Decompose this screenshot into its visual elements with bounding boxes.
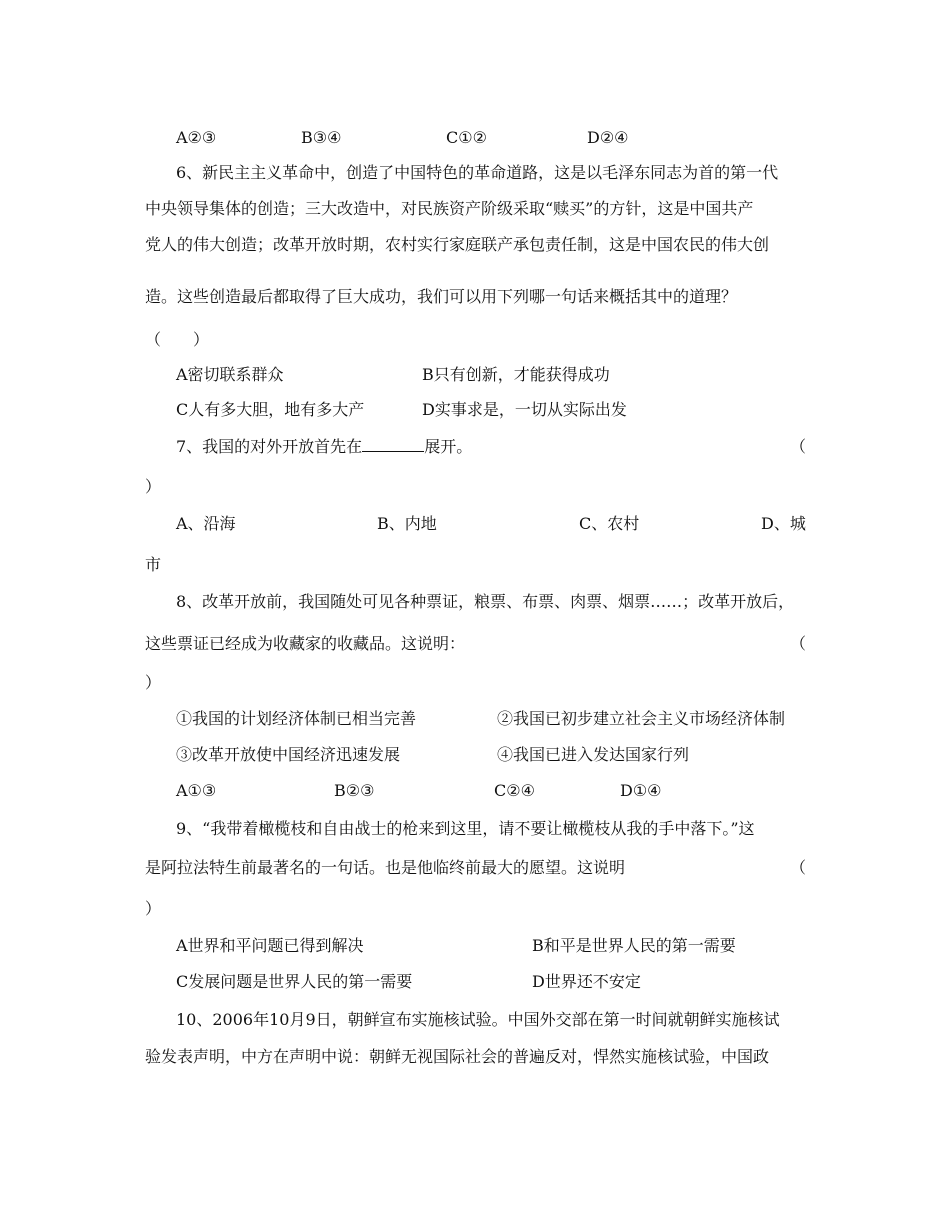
q5-option-c: C①② (446, 128, 487, 147)
q7-option-d: D、城 (761, 514, 806, 533)
q8-paren-close: ） (145, 673, 162, 692)
q7-option-d-wrap: 市 (145, 555, 162, 574)
q8-statement-1: ①我国的计划经济体制已相当完善 (176, 709, 417, 728)
q8-option-b: B②③ (334, 781, 375, 800)
q9-option-c: C发展问题是世界人民的第一需要 (176, 972, 413, 991)
q6-stem-line-2: 中央领导集体的创造；三大改造中，对民族资产阶级采取“赎买”的方针，这是中国共产 (145, 199, 754, 218)
q8-option-c: C②④ (494, 781, 535, 800)
q6-option-b: B只有创新，才能获得成功 (422, 365, 610, 384)
q10-stem-line-2: 验发表声明，中方在声明中说：朝鲜无视国际社会的普遍反对，悍然实施核试验，中国政 (145, 1047, 770, 1066)
q8-statement-2: ②我国已初步建立社会主义市场经济体制 (497, 709, 786, 728)
q6-option-c: C人有多大胆，地有多大产 (176, 400, 365, 419)
q8-stem-line-2: 这些票证已经成为收藏家的收藏品。这说明： (145, 634, 466, 653)
q7-option-c: C、农村 (579, 514, 640, 533)
q8-paren-open: （ (790, 634, 807, 653)
q6-stem-line-4: 造。这些创造最后都取得了巨大成功，我们可以用下列哪一句话来概括其中的道理？ (145, 287, 738, 306)
q8-statement-3: ③改革开放使中国经济迅速发展 (176, 745, 401, 764)
q8-option-d: D①④ (620, 781, 662, 800)
q9-stem-line-1: 9、“我带着橄榄枝和自由战士的枪来到这里，请不要让橄榄枝从我的手中落下。”这 (176, 819, 755, 838)
q9-stem-line-2: 是阿拉法特生前最著名的一句话。也是他临终前最大的愿望。这说明 (145, 858, 626, 877)
q5-option-b: B③④ (301, 128, 342, 147)
q9-option-a: A世界和平问题已得到解决 (176, 936, 364, 955)
q7-paren-close: ） (145, 477, 162, 496)
q6-option-d: D实事求是，一切从实际出发 (422, 400, 627, 419)
q8-statement-4: ④我国已进入发达国家行列 (497, 745, 690, 764)
q9-option-b: B和平是世界人民的第一需要 (532, 936, 736, 955)
q7-option-b: B、内地 (377, 514, 437, 533)
q7-answer-blank (362, 437, 424, 452)
q7-stem (176, 437, 472, 457)
q6-answer-paren: （ ） (145, 330, 210, 349)
q6-stem-line-1: 6、新民主主义革命中，创造了中国特色的革命道路，这是以毛泽东同志为首的第一代 (176, 163, 779, 182)
q9-paren-open: （ (790, 858, 807, 877)
q7-stem-before: 7、我国的对外开放首先在 (176, 437, 363, 456)
q7-stem-after: 展开。 (424, 437, 473, 456)
q9-paren-close: ） (145, 899, 162, 918)
q6-option-a: A密切联系群众 (176, 365, 284, 384)
q9-option-d: D世界还不安定 (532, 972, 641, 991)
q10-stem-line-1: 10、2006年10月9日，朝鲜宣布实施核试验。中国外交部在第一时间就朝鲜实施核试 (176, 1010, 780, 1029)
q6-stem-line-3: 党人的伟大创造；改革开放时期，农村实行家庭联产承包责任制，这是中国农民的伟大创 (145, 235, 770, 254)
q7-option-a: A、沿海 (176, 514, 236, 533)
q7-paren-open: （ (790, 437, 807, 456)
q8-option-a: A①③ (176, 781, 217, 800)
q5-option-d: D②④ (587, 128, 629, 147)
q5-option-a: A②③ (176, 128, 217, 147)
q8-stem-line-1: 8、改革开放前，我国随处可见各种票证，粮票、布票、肉票、烟票……；改革开放后， (176, 592, 795, 611)
